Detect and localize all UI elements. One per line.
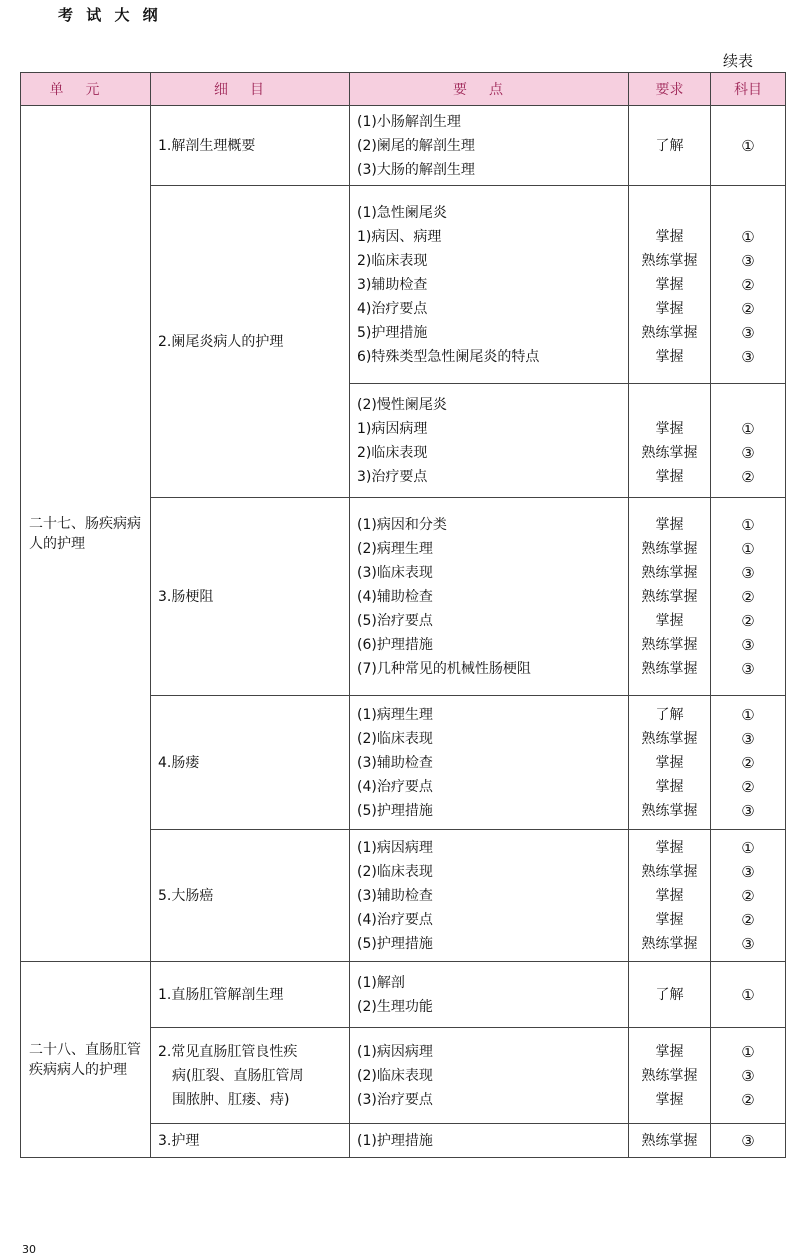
requirement-value: 掌握 [655, 228, 684, 245]
subject-value: ③ [741, 934, 755, 953]
point-line: (2)病理生理 [357, 540, 433, 557]
subject-value: ② [741, 1090, 755, 1109]
point-line: (3)治疗要点 [357, 1091, 433, 1108]
subject-value: ① [741, 985, 755, 1004]
requirement-cell [629, 830, 711, 962]
requirement-value: 熟练掌握 [641, 444, 698, 461]
requirement-value [629, 393, 710, 417]
requirement-value: 熟练掌握 [641, 660, 698, 677]
subject-cell [711, 1124, 786, 1158]
requirement-value: 掌握 [655, 348, 684, 365]
page-number: 30 [22, 1243, 36, 1256]
subject-value: ② [741, 275, 755, 294]
subject-value: ① [741, 419, 755, 438]
requirement-value: 掌握 [655, 1043, 684, 1060]
subject-value: ① [741, 838, 755, 857]
subject-value: ③ [741, 729, 755, 748]
point-line: (5)治疗要点 [357, 612, 433, 629]
requirement-value: 掌握 [655, 754, 684, 771]
requirement-value: 掌握 [655, 887, 684, 904]
requirement-cell [629, 696, 711, 830]
requirement-value: 掌握 [655, 300, 684, 317]
requirement-value: 熟练掌握 [641, 802, 698, 819]
point-line: 4)治疗要点 [357, 300, 428, 317]
detail-line: 围脓肿、肛瘘、痔) [172, 1091, 290, 1108]
point-cell [350, 1124, 629, 1158]
subject-value: ① [741, 227, 755, 246]
subject-value: ① [741, 705, 755, 724]
point-cell [350, 186, 629, 384]
requirement-cell [629, 498, 711, 696]
subject-value: ③ [741, 635, 755, 654]
point-line: (2)临床表现 [357, 730, 433, 747]
point-line: (1)解剖 [357, 974, 405, 991]
detail-line: 3.护理 [158, 1132, 200, 1149]
point-line: (3)辅助检查 [357, 754, 433, 771]
requirement-value: 掌握 [655, 911, 684, 928]
subject-cell [711, 186, 786, 384]
point-line: (2)生理功能 [357, 998, 433, 1015]
subject-cell [711, 106, 786, 186]
requirement-value: 熟练掌握 [641, 863, 698, 880]
header-title: 考 试 大 纲 [58, 6, 162, 24]
detail-cell [151, 696, 350, 830]
subject-value: ③ [741, 443, 755, 462]
requirement-value: 熟练掌握 [641, 636, 698, 653]
point-cell [350, 830, 629, 962]
subject-value: ② [741, 587, 755, 606]
detail-line: 2.常见直肠肛管良性疾 [158, 1043, 298, 1060]
point-line: (1)急性阑尾炎 [357, 204, 447, 221]
detail-cell [151, 962, 350, 1028]
requirement-value: 熟练掌握 [641, 588, 698, 605]
point-line: 1)病因、病理 [357, 228, 442, 245]
detail-cell [151, 830, 350, 962]
subject-value: ② [741, 910, 755, 929]
detail-line: 1.解剖生理概要 [158, 137, 256, 154]
point-cell [350, 962, 629, 1028]
requirement-value: 掌握 [655, 468, 684, 485]
requirement-cell [629, 962, 711, 1028]
detail-line: 4.肠瘘 [158, 754, 200, 771]
requirement-value: 熟练掌握 [641, 1067, 698, 1084]
col-header-point: 要点 [350, 73, 629, 106]
subject-cell [711, 830, 786, 962]
col-header-requirement: 要求 [629, 73, 711, 106]
table-row [21, 962, 786, 1028]
point-line: 3)治疗要点 [357, 468, 428, 485]
subject-value: ③ [741, 251, 755, 270]
detail-cell [151, 1124, 350, 1158]
syllabus-table [20, 72, 786, 1158]
subject-cell [711, 1028, 786, 1124]
requirement-value: 熟练掌握 [641, 564, 698, 581]
detail-cell [151, 106, 350, 186]
point-line: (5)护理措施 [357, 935, 433, 952]
point-line: (1)护理措施 [357, 1132, 433, 1149]
requirement-cell [629, 1028, 711, 1124]
subject-value: ③ [741, 347, 755, 366]
requirement-value: 掌握 [655, 778, 684, 795]
unit-cell: 二十七、肠疾病病人的护理 [21, 106, 151, 962]
continued-label: 续表 [723, 52, 754, 70]
requirement-value: 熟练掌握 [641, 730, 698, 747]
point-cell [350, 384, 629, 498]
point-line: (2)慢性阑尾炎 [357, 396, 447, 413]
point-line: (2)临床表现 [357, 863, 433, 880]
requirement-value: 熟练掌握 [641, 324, 698, 341]
subject-cell [711, 498, 786, 696]
requirement-value: 熟练掌握 [641, 252, 698, 269]
subject-value: ② [741, 777, 755, 796]
point-line: (1)小肠解剖生理 [357, 113, 461, 130]
point-cell [350, 106, 629, 186]
requirement-value: 掌握 [655, 839, 684, 856]
table-header-row [21, 73, 786, 106]
subject-value: ② [741, 886, 755, 905]
requirement-value: 熟练掌握 [641, 1132, 698, 1149]
point-cell [350, 498, 629, 696]
point-line: (1)病理生理 [357, 706, 433, 723]
detail-line: 2.阑尾炎病人的护理 [158, 333, 284, 350]
point-line: (3)辅助检查 [357, 887, 433, 904]
col-header-unit: 单元 [21, 73, 151, 106]
unit-cell: 二十八、直肠肛管疾病病人的护理 [21, 962, 151, 1158]
detail-line: 3.肠梗阻 [158, 588, 214, 605]
point-line: (1)病因和分类 [357, 516, 447, 533]
point-line: 2)临床表现 [357, 252, 428, 269]
point-line: 2)临床表现 [357, 444, 428, 461]
subject-value: ③ [741, 563, 755, 582]
requirement-cell [629, 384, 711, 498]
point-line: (1)病因病理 [357, 839, 433, 856]
col-header-subject: 科目 [711, 73, 786, 106]
point-cell [350, 1028, 629, 1124]
point-line: 6)特殊类型急性阑尾炎的特点 [357, 348, 540, 365]
requirement-value: 掌握 [655, 420, 684, 437]
detail-cell [151, 1028, 350, 1124]
subject-value: ① [741, 1042, 755, 1061]
requirement-value [629, 201, 710, 225]
requirement-value: 掌握 [655, 612, 684, 629]
requirement-cell [629, 186, 711, 384]
requirement-value: 掌握 [655, 516, 684, 533]
subject-value: ② [741, 467, 755, 486]
subject-value: ① [741, 539, 755, 558]
subject-value [711, 201, 785, 225]
point-line: 3)辅助检查 [357, 276, 428, 293]
detail-cell [151, 186, 350, 498]
point-line: (3)大肠的解剖生理 [357, 161, 475, 178]
point-line: (2)阑尾的解剖生理 [357, 137, 475, 154]
subject-cell [711, 384, 786, 498]
detail-line: 1.直肠肛管解剖生理 [158, 986, 284, 1003]
subject-value: ② [741, 611, 755, 630]
point-line: (3)临床表现 [357, 564, 433, 581]
requirement-value: 掌握 [655, 276, 684, 293]
subject-cell [711, 696, 786, 830]
table-row [21, 106, 786, 186]
col-header-detail: 细目 [151, 73, 350, 106]
point-cell [350, 696, 629, 830]
subject-value: ③ [741, 862, 755, 881]
requirement-cell [629, 1124, 711, 1158]
subject-value [711, 393, 785, 417]
detail-line: 病(肛裂、直肠肛管周 [172, 1067, 304, 1084]
subject-value: ② [741, 753, 755, 772]
table-body [21, 106, 786, 1158]
subject-value: ① [741, 515, 755, 534]
requirement-value: 了解 [655, 986, 684, 1003]
subject-value: ③ [741, 323, 755, 342]
subject-value: ② [741, 299, 755, 318]
point-line: 1)病因病理 [357, 420, 428, 437]
subject-value: ③ [741, 1066, 755, 1085]
subject-value: ③ [741, 659, 755, 678]
requirement-cell [629, 106, 711, 186]
detail-cell [151, 498, 350, 696]
detail-line: 5.大肠癌 [158, 887, 214, 904]
subject-value: ③ [741, 801, 755, 820]
point-line: (7)几种常见的机械性肠梗阻 [357, 660, 531, 677]
point-line: (4)辅助检查 [357, 588, 433, 605]
point-line: (6)护理措施 [357, 636, 433, 653]
point-line: (4)治疗要点 [357, 778, 433, 795]
point-line: (4)治疗要点 [357, 911, 433, 928]
point-line: 5)护理措施 [357, 324, 428, 341]
point-line: (2)临床表现 [357, 1067, 433, 1084]
requirement-value: 了解 [655, 137, 684, 154]
subject-value: ③ [741, 1131, 755, 1150]
requirement-value: 掌握 [655, 1091, 684, 1108]
point-line: (1)病因病理 [357, 1043, 433, 1060]
subject-value: ① [741, 136, 755, 155]
requirement-value: 熟练掌握 [641, 540, 698, 557]
requirement-value: 熟练掌握 [641, 935, 698, 952]
requirement-value: 了解 [655, 706, 684, 723]
subject-cell [711, 962, 786, 1028]
point-line: (5)护理措施 [357, 802, 433, 819]
